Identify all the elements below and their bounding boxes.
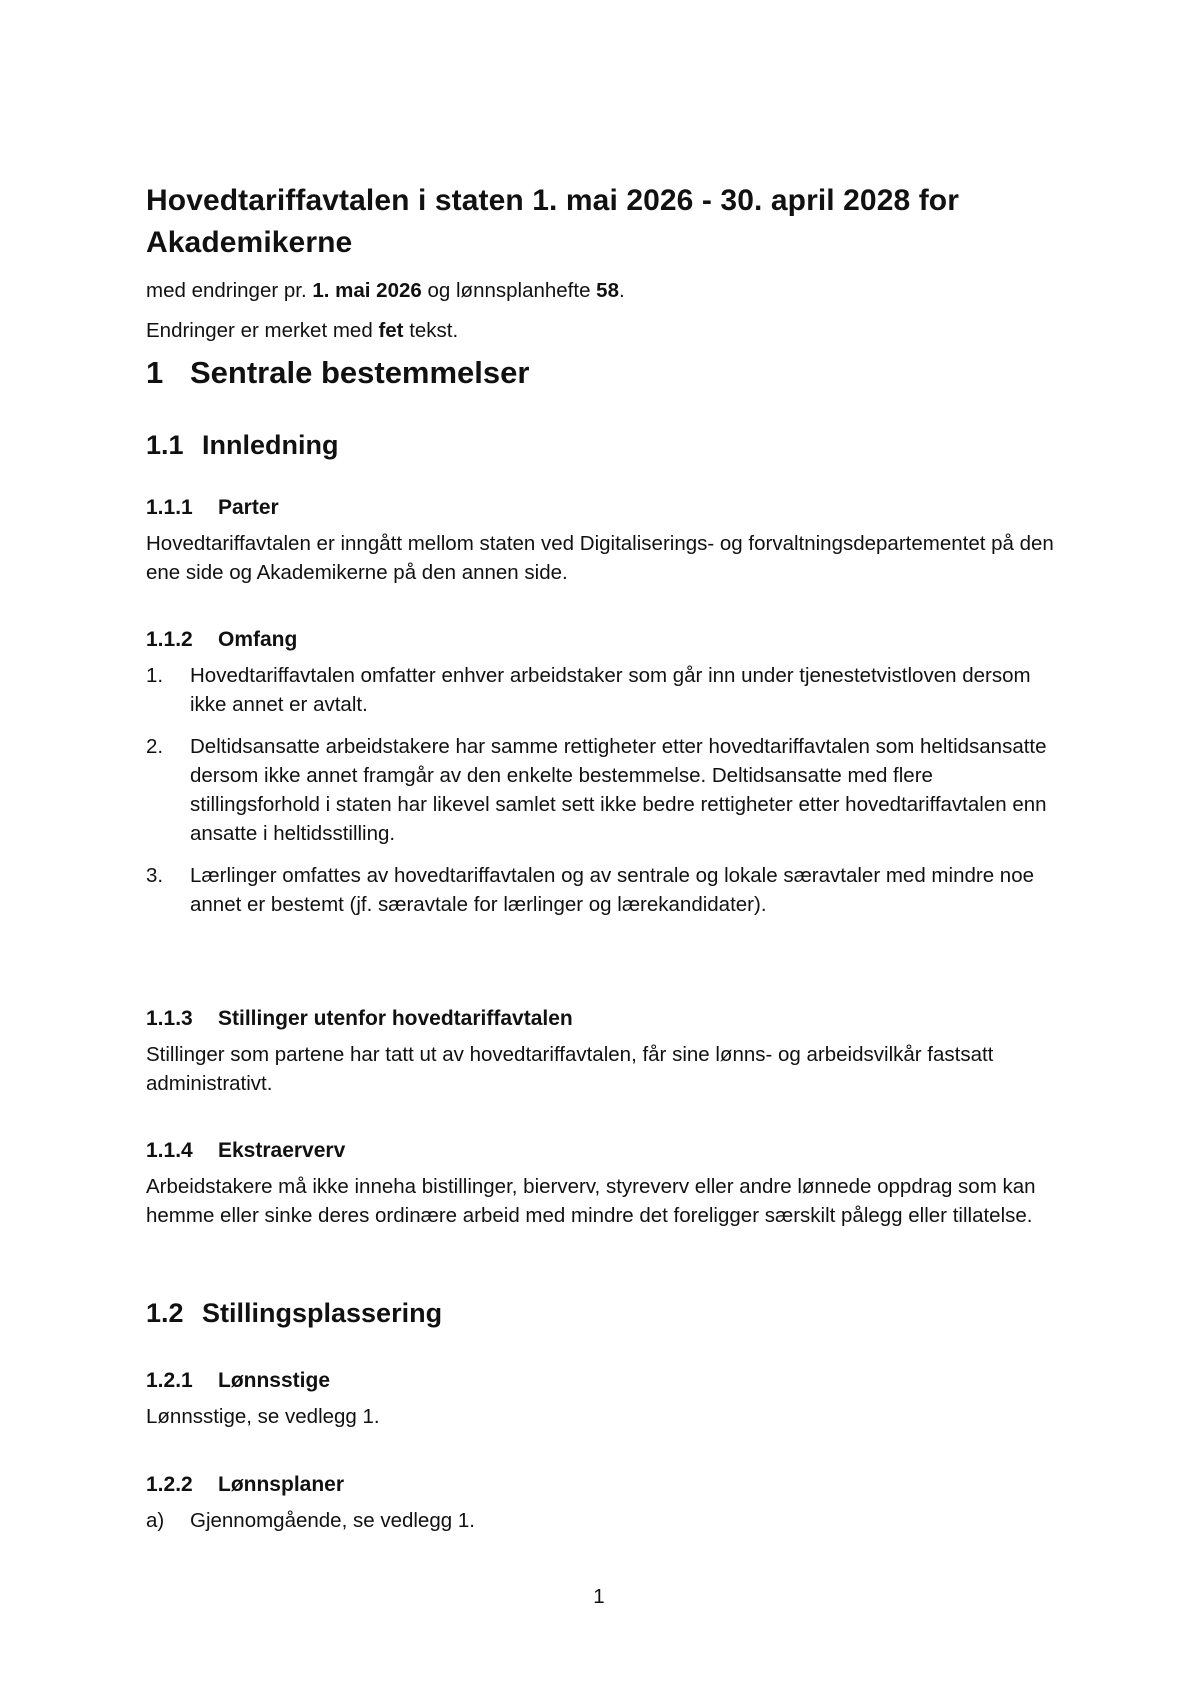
list-item-text: Gjennomgående, se vedlegg 1.: [190, 1509, 475, 1532]
subtitle-prefix: med endringer pr.: [146, 279, 313, 302]
section-heading-1-1-4: [146, 1137, 345, 1165]
section-number: 1.1.1: [146, 496, 193, 519]
section-title: Innledning: [202, 430, 339, 460]
subtitle-suffix: .: [618, 279, 625, 302]
section-number: 1.1: [146, 430, 184, 460]
section-number: 1: [146, 355, 164, 390]
section-heading-1-1-1: [146, 494, 279, 522]
section-title: Lønnsplaner: [218, 1473, 345, 1496]
section-body: Hovedtariffavtalen er inngått mellom staten ved Digitaliserings- og forvaltningsdepartementet på den ene side og Akademikerne på den annen side.: [146, 532, 1054, 584]
list-item: [146, 732, 1066, 848]
numbered-list: [146, 661, 1066, 932]
list-marker: 1.: [146, 664, 164, 687]
section-heading-1: [146, 353, 529, 393]
list-item-text: Hovedtariffavtalen omfatter enhver arbeidstaker som går inn under tjenestetvistloven dersom ikke annet er avtalt.: [190, 664, 1031, 716]
section-title: Lønnsstige: [218, 1369, 331, 1392]
list-marker: a): [146, 1509, 165, 1532]
section-title: Ekstraerverv: [218, 1139, 346, 1162]
section-body: Arbeidstakere må ikke inneha bistillinger, bierverv, styreverv eller andre lønnede oppdrag som kan hemme eller sinke deres ordinære arbeid med mindre det foreligger særskilt pålegg eller tillatelse.: [146, 1175, 1036, 1227]
section-title: Stillingsplassering: [202, 1298, 443, 1328]
section-number: 1.2.2: [146, 1473, 193, 1496]
section-heading-1-2-2: [146, 1471, 344, 1499]
section-body: Stillinger som partene har tatt ut av hovedtariffavtalen, får sine lønns- og arbeidsvilkår fastsatt administrativt.: [146, 1043, 994, 1095]
section-title: Omfang: [218, 628, 298, 651]
section-number: 1.1.2: [146, 628, 193, 651]
note-suffix: tekst.: [403, 319, 459, 342]
list-item-text: Lærlinger omfattes av hovedtariffavtalen og av sentrale og lokale særavtaler med mindre noe annet er bestemt (jf. særavtale for lærlinger og lærekandidater).: [190, 864, 1034, 916]
section-heading-1-2: [146, 1295, 442, 1331]
section-number: 1.1.3: [146, 1007, 193, 1030]
section-heading-1-2-1: [146, 1367, 330, 1395]
section-heading-1-1-3: [146, 1005, 573, 1033]
section-number: 1.2.1: [146, 1369, 193, 1392]
list-item: [146, 861, 1066, 919]
section-title: Stillinger utenfor hovedtariffavtalen: [218, 1007, 573, 1030]
section-title: Sentrale bestemmelser: [190, 355, 530, 390]
list-marker: 2.: [146, 735, 164, 758]
subtitle-middle: og lønnsplanhefte: [421, 279, 597, 302]
document-page: [146, 0, 1066, 1693]
page-number: 1: [593, 1585, 605, 1608]
list-item-text: Deltidsansatte arbeidstakere har samme rettigheter etter hovedtariffavtalen som heltidsansatte dersom ikke annet framgår av den enkelte bestemmelse. Deltidsansatte med flere stillingsforhold i staten har likevel samlet sett ikke bedre rettigheter etter hovedtariffavtalen enn ansatte i heltidsstilling.: [190, 735, 1047, 845]
document-subtitle: [146, 276, 1066, 305]
list-marker: 3.: [146, 864, 164, 887]
note-prefix: Endringer er merket med: [146, 319, 379, 342]
document-title: Hovedtariffavtalen i staten 1. mai 2026 - 30. april 2028 for Akademikerne: [146, 184, 960, 259]
list-item: [146, 1506, 1066, 1535]
subtitle-date: 1. mai 2026: [312, 279, 422, 302]
section-number: 1.1.4: [146, 1139, 193, 1162]
subtitle-issue: 58: [596, 279, 619, 302]
section-title: Parter: [218, 496, 279, 519]
lettered-list: [146, 1506, 1066, 1548]
note-bold: fet: [378, 319, 404, 342]
section-number: 1.2: [146, 1298, 184, 1328]
list-item: [146, 661, 1066, 719]
section-heading-1-1: [146, 427, 338, 463]
section-heading-1-1-2: [146, 626, 297, 654]
changes-note: [146, 316, 1066, 345]
section-body: Lønnsstige, se vedlegg 1.: [146, 1405, 380, 1428]
